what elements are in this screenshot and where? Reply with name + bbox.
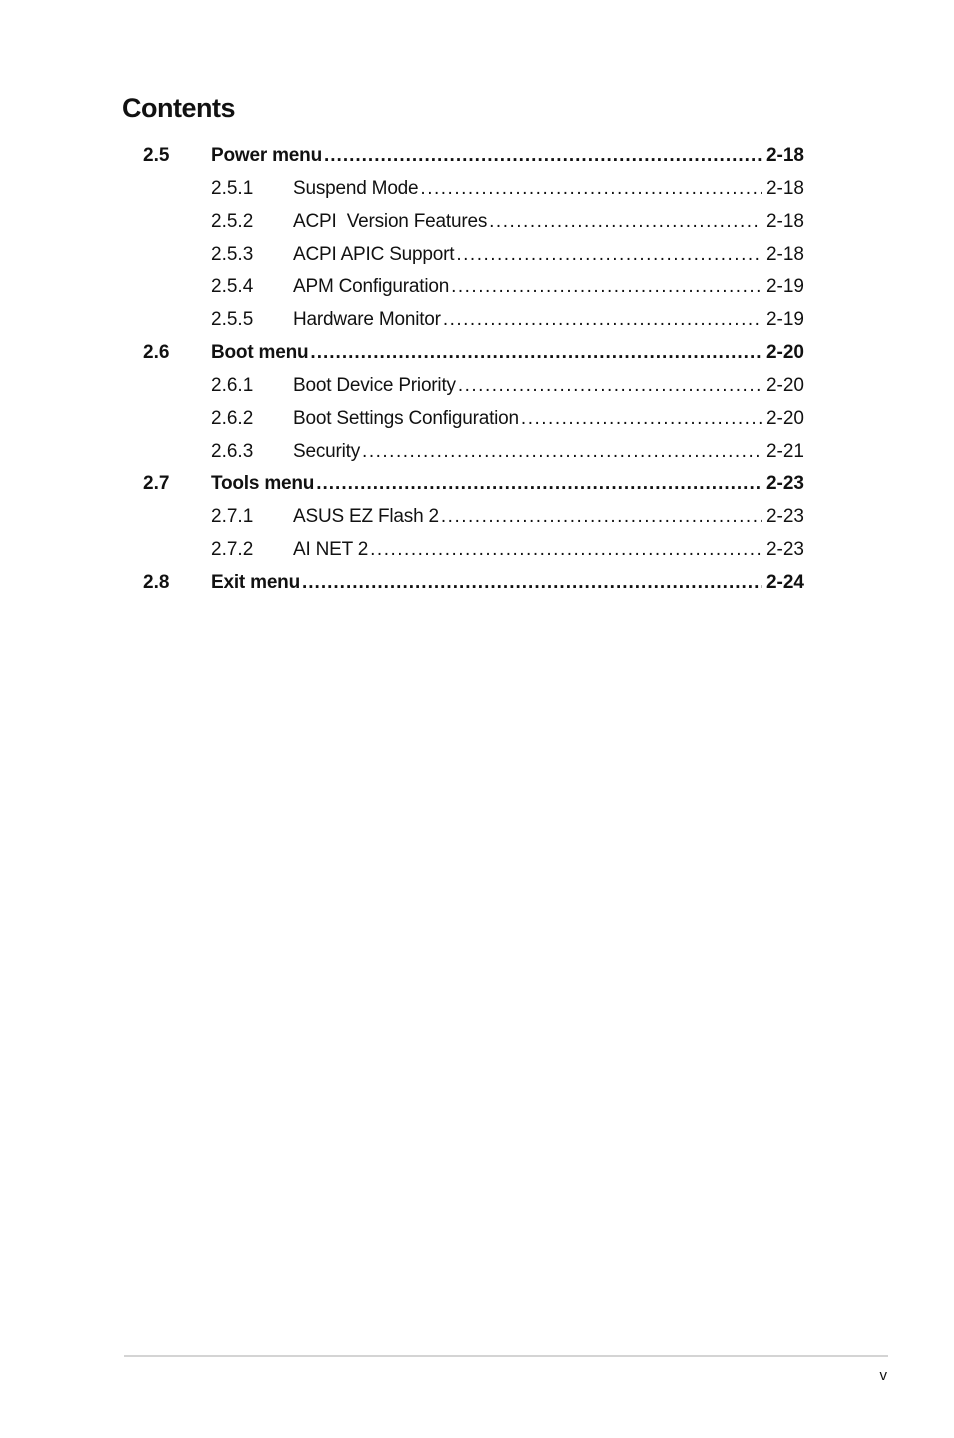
toc-entry-number: 2.8 (143, 571, 170, 593)
toc-entry-number: 2.5.5 (211, 309, 254, 331)
toc-entry[interactable] (143, 304, 804, 337)
toc-entry-title: Exit menu (211, 571, 300, 593)
toc-entry-page: 2-18 (765, 243, 804, 265)
toc-entry-title: Boot Settings Configuration (293, 407, 519, 429)
table-of-contents (143, 140, 804, 600)
toc-entry-title: Tools menu (211, 473, 315, 495)
dot-leader (456, 239, 762, 271)
toc-entry-page: 2-20 (765, 342, 804, 364)
toc-entry[interactable] (143, 468, 804, 501)
toc-entry[interactable] (143, 271, 804, 304)
toc-entry-title: Security (293, 440, 361, 462)
toc-entry[interactable] (143, 337, 804, 370)
toc-entry[interactable] (143, 173, 804, 206)
dot-leader (521, 403, 762, 435)
toc-entry-page: 2-21 (765, 440, 804, 462)
toc-entry-page: 2-24 (765, 571, 804, 593)
toc-entry-title: Hardware Monitor (293, 309, 441, 331)
dot-leader (316, 468, 762, 500)
toc-entry[interactable] (143, 403, 804, 436)
toc-entry-title: ACPI Version Features (293, 210, 488, 232)
toc-entry[interactable] (143, 501, 804, 534)
dot-leader (324, 140, 762, 172)
toc-entry[interactable] (143, 140, 804, 173)
dot-leader (441, 501, 762, 533)
toc-entry-page: 2-18 (765, 210, 804, 232)
dot-leader (302, 567, 762, 599)
toc-entry-page: 2-23 (765, 539, 804, 561)
toc-entry[interactable] (143, 206, 804, 239)
toc-entry-page: 2-23 (765, 506, 804, 528)
dot-leader (420, 173, 762, 205)
toc-entry[interactable] (143, 436, 804, 469)
toc-entry-page: 2-19 (765, 276, 804, 298)
toc-entry-number: 2.6 (143, 342, 170, 364)
dot-leader (489, 206, 762, 238)
toc-entry-page: 2-23 (765, 473, 804, 495)
dot-leader (362, 436, 762, 468)
toc-entry-number: 2.6.2 (211, 407, 254, 429)
dot-leader (451, 271, 762, 303)
dot-leader (310, 337, 762, 369)
toc-entry-page: 2-19 (765, 309, 804, 331)
toc-entry-title: AI NET 2 (293, 539, 369, 561)
toc-entry-page: 2-18 (765, 177, 804, 199)
toc-entry-number: 2.5.1 (211, 177, 254, 199)
toc-entry-number: 2.5.3 (211, 243, 254, 265)
page-number: v (879, 1367, 887, 1384)
toc-entry-number: 2.5 (143, 145, 170, 166)
toc-entry-title: Power menu (211, 145, 322, 166)
toc-entry-page: 2-18 (765, 145, 804, 166)
toc-entry[interactable] (143, 567, 804, 600)
dot-leader (370, 534, 762, 566)
toc-entry-number: 2.7.2 (211, 539, 254, 561)
dot-leader (443, 304, 762, 336)
toc-entry-number: 2.5.4 (211, 276, 254, 298)
footer-divider (124, 1355, 888, 1357)
toc-entry[interactable] (143, 534, 804, 567)
toc-entry[interactable] (143, 239, 804, 272)
dot-leader (458, 370, 762, 402)
toc-entry-title: Boot Device Priority (293, 374, 456, 396)
toc-entry-title: Suspend Mode (293, 177, 419, 199)
toc-entry-title: ASUS EZ Flash 2 (293, 506, 439, 528)
toc-entry-page: 2-20 (765, 374, 804, 396)
toc-entry-number: 2.7.1 (211, 506, 254, 528)
page-title: Contents (122, 93, 235, 123)
toc-entry-number: 2.5.2 (211, 210, 254, 232)
toc-entry-page: 2-20 (765, 407, 804, 429)
toc-entry-title: ACPI APIC Support (293, 243, 455, 265)
toc-entry[interactable] (143, 370, 804, 403)
toc-entry-number: 2.6.1 (211, 374, 254, 396)
toc-entry-number: 2.7 (143, 473, 170, 495)
toc-entry-number: 2.6.3 (211, 440, 254, 462)
toc-entry-title: APM Configuration (293, 276, 450, 298)
toc-entry-title: Boot menu (211, 342, 309, 364)
